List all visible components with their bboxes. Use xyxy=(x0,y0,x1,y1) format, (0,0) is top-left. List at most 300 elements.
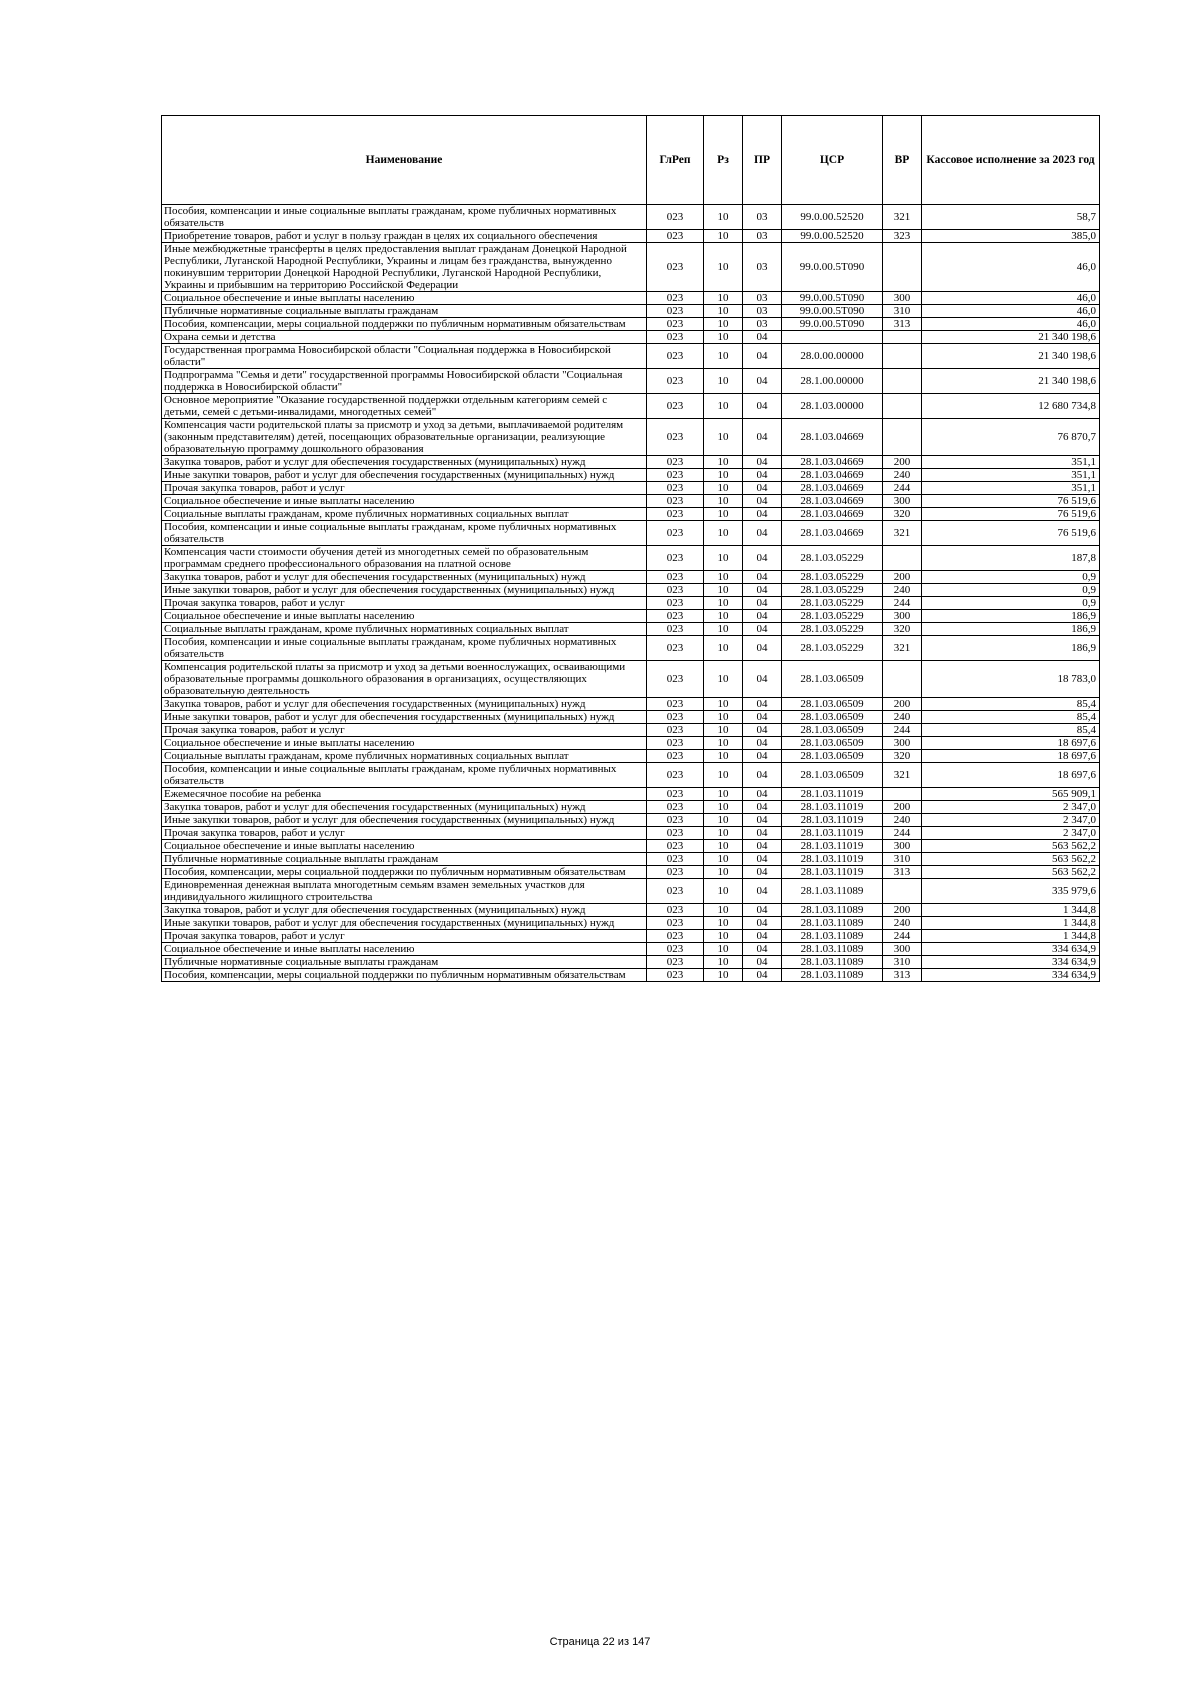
cell-sum: 12 680 734,8 xyxy=(922,394,1100,419)
cell-pr: 04 xyxy=(743,943,782,956)
cell-vr xyxy=(883,546,922,571)
table-row xyxy=(162,840,1100,853)
cell-rz: 10 xyxy=(704,956,743,969)
cell-glrep: 023 xyxy=(647,840,704,853)
table-row xyxy=(162,853,1100,866)
cell-rz: 10 xyxy=(704,879,743,904)
cell-pr: 04 xyxy=(743,456,782,469)
cell-vr xyxy=(883,879,922,904)
cell-rz: 10 xyxy=(704,597,743,610)
table-row xyxy=(162,698,1100,711)
cell-pr: 04 xyxy=(743,930,782,943)
cell-pr: 04 xyxy=(743,763,782,788)
cell-vr: 244 xyxy=(883,930,922,943)
cell-csr: 28.1.03.06509 xyxy=(782,750,883,763)
cell-csr: 28.1.03.04669 xyxy=(782,482,883,495)
cell-pr: 04 xyxy=(743,495,782,508)
cell-pr: 04 xyxy=(743,801,782,814)
cell-rz: 10 xyxy=(704,969,743,982)
cell-csr: 28.1.03.06509 xyxy=(782,711,883,724)
header-sum: Кассовое исполнение за 2023 год xyxy=(922,116,1100,205)
cell-csr: 28.1.00.00000 xyxy=(782,369,883,394)
cell-pr: 03 xyxy=(743,205,782,230)
cell-rz: 10 xyxy=(704,369,743,394)
cell-glrep: 023 xyxy=(647,305,704,318)
cell-glrep: 023 xyxy=(647,546,704,571)
cell-sum: 351,1 xyxy=(922,456,1100,469)
cell-name: Государственная программа Новосибирской области "Социальная поддержка в Новосибирской области" xyxy=(162,344,647,369)
cell-pr: 03 xyxy=(743,243,782,292)
header-vr: ВР xyxy=(883,116,922,205)
cell-vr: 244 xyxy=(883,482,922,495)
footer-page-label: Страница xyxy=(549,1636,600,1648)
cell-csr: 99.0.00.5Т090 xyxy=(782,292,883,305)
cell-pr: 04 xyxy=(743,840,782,853)
cell-pr: 04 xyxy=(743,661,782,698)
table-row xyxy=(162,469,1100,482)
cell-rz: 10 xyxy=(704,930,743,943)
cell-sum: 334 634,9 xyxy=(922,969,1100,982)
cell-sum: 18 697,6 xyxy=(922,763,1100,788)
cell-pr: 04 xyxy=(743,369,782,394)
cell-glrep: 023 xyxy=(647,763,704,788)
cell-sum: 2 347,0 xyxy=(922,814,1100,827)
cell-vr: 200 xyxy=(883,801,922,814)
cell-pr: 04 xyxy=(743,956,782,969)
cell-glrep: 023 xyxy=(647,711,704,724)
table-row xyxy=(162,879,1100,904)
cell-vr: 240 xyxy=(883,814,922,827)
cell-sum: 85,4 xyxy=(922,698,1100,711)
cell-glrep: 023 xyxy=(647,724,704,737)
cell-rz: 10 xyxy=(704,750,743,763)
table-row xyxy=(162,943,1100,956)
cell-glrep: 023 xyxy=(647,597,704,610)
cell-vr: 300 xyxy=(883,610,922,623)
table-row xyxy=(162,956,1100,969)
cell-csr: 28.1.03.05229 xyxy=(782,546,883,571)
cell-pr: 03 xyxy=(743,318,782,331)
cell-glrep: 023 xyxy=(647,344,704,369)
cell-name: Социальное обеспечение и иные выплаты населению xyxy=(162,840,647,853)
cell-glrep: 023 xyxy=(647,456,704,469)
cell-glrep: 023 xyxy=(647,698,704,711)
cell-vr: 200 xyxy=(883,456,922,469)
header-glrep: ГлРеп xyxy=(647,116,704,205)
table-row xyxy=(162,904,1100,917)
cell-vr: 310 xyxy=(883,305,922,318)
cell-name: Публичные нормативные социальные выплаты гражданам xyxy=(162,305,647,318)
cell-name: Пособия, компенсации и иные социальные выплаты гражданам, кроме публичных нормативных обязательств xyxy=(162,205,647,230)
cell-sum: 18 697,6 xyxy=(922,737,1100,750)
table-row xyxy=(162,711,1100,724)
cell-glrep: 023 xyxy=(647,508,704,521)
cell-glrep: 023 xyxy=(647,750,704,763)
cell-csr: 28.1.03.06509 xyxy=(782,724,883,737)
cell-sum: 351,1 xyxy=(922,469,1100,482)
cell-glrep: 023 xyxy=(647,866,704,879)
cell-name: Пособия, компенсации и иные социальные выплаты гражданам, кроме публичных нормативных обязательств xyxy=(162,636,647,661)
cell-pr: 04 xyxy=(743,814,782,827)
cell-sum: 85,4 xyxy=(922,711,1100,724)
cell-name: Социальное обеспечение и иные выплаты населению xyxy=(162,610,647,623)
cell-csr: 28.1.03.04669 xyxy=(782,508,883,521)
cell-rz: 10 xyxy=(704,394,743,419)
cell-rz: 10 xyxy=(704,636,743,661)
table-row xyxy=(162,814,1100,827)
cell-rz: 10 xyxy=(704,344,743,369)
cell-csr: 28.1.03.06509 xyxy=(782,698,883,711)
cell-glrep: 023 xyxy=(647,801,704,814)
header-pr: ПР xyxy=(743,116,782,205)
cell-glrep: 023 xyxy=(647,814,704,827)
cell-vr: 310 xyxy=(883,853,922,866)
header-row xyxy=(162,116,1100,205)
cell-csr: 28.1.03.06509 xyxy=(782,661,883,698)
cell-vr: 300 xyxy=(883,292,922,305)
table-row xyxy=(162,456,1100,469)
cell-name: Иные закупки товаров, работ и услуг для обеспечения государственных (муниципальных) нужд xyxy=(162,711,647,724)
cell-glrep: 023 xyxy=(647,827,704,840)
cell-csr: 28.1.03.06509 xyxy=(782,763,883,788)
cell-csr: 28.1.03.04669 xyxy=(782,521,883,546)
cell-vr xyxy=(883,394,922,419)
cell-csr: 28.1.03.04669 xyxy=(782,495,883,508)
cell-pr: 04 xyxy=(743,698,782,711)
cell-sum: 46,0 xyxy=(922,292,1100,305)
cell-sum: 563 562,2 xyxy=(922,866,1100,879)
table-row xyxy=(162,521,1100,546)
footer-of-label: из xyxy=(617,1636,629,1648)
table-row xyxy=(162,930,1100,943)
cell-vr xyxy=(883,243,922,292)
cell-sum: 186,9 xyxy=(922,623,1100,636)
cell-rz: 10 xyxy=(704,469,743,482)
cell-sum: 334 634,9 xyxy=(922,956,1100,969)
table-row xyxy=(162,610,1100,623)
cell-pr: 04 xyxy=(743,866,782,879)
cell-vr: 321 xyxy=(883,763,922,788)
cell-name: Компенсация части стоимости обучения детей из многодетных семей по образовательным программам среднего профессионального образования на платной основе xyxy=(162,546,647,571)
cell-rz: 10 xyxy=(704,230,743,243)
cell-name: Компенсация родительской платы за присмотр и уход за детьми военнослужащих, осваивающими образовательные программы дошкольного образования в организациях, осуществляющих образовательную деятельность xyxy=(162,661,647,698)
cell-pr: 03 xyxy=(743,305,782,318)
cell-sum: 563 562,2 xyxy=(922,853,1100,866)
cell-rz: 10 xyxy=(704,801,743,814)
cell-csr: 28.1.03.06509 xyxy=(782,737,883,750)
cell-rz: 10 xyxy=(704,661,743,698)
cell-csr: 99.0.00.52520 xyxy=(782,205,883,230)
cell-pr: 04 xyxy=(743,711,782,724)
cell-name: Социальное обеспечение и иные выплаты населению xyxy=(162,737,647,750)
cell-name: Социальное обеспечение и иные выплаты населению xyxy=(162,292,647,305)
cell-sum: 186,9 xyxy=(922,636,1100,661)
cell-name: Публичные нормативные социальные выплаты гражданам xyxy=(162,853,647,866)
cell-glrep: 023 xyxy=(647,904,704,917)
table-row xyxy=(162,508,1100,521)
cell-name: Прочая закупка товаров, работ и услуг xyxy=(162,724,647,737)
cell-rz: 10 xyxy=(704,711,743,724)
cell-glrep: 023 xyxy=(647,879,704,904)
footer-page-number: 22 xyxy=(602,1636,615,1648)
cell-sum: 351,1 xyxy=(922,482,1100,495)
cell-csr: 28.1.03.05229 xyxy=(782,571,883,584)
cell-pr: 04 xyxy=(743,584,782,597)
cell-name: Социальные выплаты гражданам, кроме публичных нормативных социальных выплат xyxy=(162,750,647,763)
cell-pr: 04 xyxy=(743,508,782,521)
cell-pr: 04 xyxy=(743,331,782,344)
cell-sum: 0,9 xyxy=(922,584,1100,597)
cell-sum: 76 519,6 xyxy=(922,495,1100,508)
cell-name: Иные закупки товаров, работ и услуг для обеспечения государственных (муниципальных) нужд xyxy=(162,584,647,597)
table-row xyxy=(162,369,1100,394)
cell-rz: 10 xyxy=(704,763,743,788)
cell-rz: 10 xyxy=(704,419,743,456)
cell-rz: 10 xyxy=(704,243,743,292)
cell-sum: 76 519,6 xyxy=(922,521,1100,546)
cell-rz: 10 xyxy=(704,205,743,230)
cell-vr: 310 xyxy=(883,956,922,969)
cell-glrep: 023 xyxy=(647,205,704,230)
cell-pr: 03 xyxy=(743,292,782,305)
cell-pr: 04 xyxy=(743,623,782,636)
table-row xyxy=(162,571,1100,584)
cell-sum: 2 347,0 xyxy=(922,827,1100,840)
cell-glrep: 023 xyxy=(647,243,704,292)
cell-csr: 99.0.00.52520 xyxy=(782,230,883,243)
cell-glrep: 023 xyxy=(647,943,704,956)
cell-pr: 04 xyxy=(743,827,782,840)
cell-name: Пособия, компенсации и иные социальные выплаты гражданам, кроме публичных нормативных обязательств xyxy=(162,763,647,788)
cell-name: Закупка товаров, работ и услуг для обеспечения государственных (муниципальных) нужд xyxy=(162,698,647,711)
cell-glrep: 023 xyxy=(647,610,704,623)
cell-csr: 28.1.03.11019 xyxy=(782,840,883,853)
cell-pr: 04 xyxy=(743,788,782,801)
cell-csr: 28.1.03.11019 xyxy=(782,788,883,801)
cell-csr xyxy=(782,331,883,344)
cell-vr xyxy=(883,344,922,369)
cell-name: Приобретение товаров, работ и услуг в пользу граждан в целях их социального обеспечения xyxy=(162,230,647,243)
cell-rz: 10 xyxy=(704,623,743,636)
cell-glrep: 023 xyxy=(647,369,704,394)
cell-name: Социальные выплаты гражданам, кроме публичных нормативных социальных выплат xyxy=(162,623,647,636)
table-row xyxy=(162,597,1100,610)
cell-vr: 300 xyxy=(883,737,922,750)
cell-vr: 300 xyxy=(883,495,922,508)
cell-pr: 04 xyxy=(743,482,782,495)
cell-name: Пособия, компенсации и иные социальные выплаты гражданам, кроме публичных нормативных обязательств xyxy=(162,521,647,546)
cell-name: Основное мероприятие "Оказание государственной поддержки отдельным категориям семей с детьми, семей с детьми-инвалидами, многодетных семей" xyxy=(162,394,647,419)
table-row xyxy=(162,661,1100,698)
cell-sum: 76 519,6 xyxy=(922,508,1100,521)
cell-csr: 28.1.03.11089 xyxy=(782,904,883,917)
cell-name: Иные закупки товаров, работ и услуг для обеспечения государственных (муниципальных) нужд xyxy=(162,917,647,930)
cell-csr: 28.0.00.00000 xyxy=(782,344,883,369)
cell-rz: 10 xyxy=(704,840,743,853)
cell-csr: 28.1.03.11089 xyxy=(782,969,883,982)
cell-csr: 99.0.00.5Т090 xyxy=(782,305,883,318)
cell-csr: 28.1.03.11019 xyxy=(782,853,883,866)
cell-name: Иные закупки товаров, работ и услуг для обеспечения государственных (муниципальных) нужд xyxy=(162,469,647,482)
table-row xyxy=(162,636,1100,661)
cell-name: Закупка товаров, работ и услуг для обеспечения государственных (муниципальных) нужд xyxy=(162,801,647,814)
table-row xyxy=(162,623,1100,636)
cell-rz: 10 xyxy=(704,495,743,508)
cell-csr: 28.1.03.11019 xyxy=(782,814,883,827)
cell-pr: 04 xyxy=(743,724,782,737)
cell-name: Пособия, компенсации, меры социальной поддержки по публичным нормативным обязательствам xyxy=(162,866,647,879)
cell-glrep: 023 xyxy=(647,394,704,419)
cell-csr: 28.1.03.11019 xyxy=(782,801,883,814)
cell-vr: 323 xyxy=(883,230,922,243)
cell-csr: 28.1.03.05229 xyxy=(782,597,883,610)
budget-table xyxy=(161,115,1100,982)
table-row xyxy=(162,827,1100,840)
cell-csr: 28.1.03.11089 xyxy=(782,917,883,930)
cell-pr: 04 xyxy=(743,610,782,623)
cell-pr: 04 xyxy=(743,750,782,763)
cell-pr: 04 xyxy=(743,419,782,456)
cell-name: Социальное обеспечение и иные выплаты населению xyxy=(162,943,647,956)
cell-rz: 10 xyxy=(704,610,743,623)
cell-vr xyxy=(883,331,922,344)
cell-pr: 04 xyxy=(743,879,782,904)
cell-vr: 244 xyxy=(883,724,922,737)
table-row xyxy=(162,866,1100,879)
cell-vr: 321 xyxy=(883,205,922,230)
cell-csr: 28.1.03.05229 xyxy=(782,584,883,597)
cell-rz: 10 xyxy=(704,866,743,879)
table-row xyxy=(162,737,1100,750)
table-row xyxy=(162,318,1100,331)
cell-glrep: 023 xyxy=(647,230,704,243)
cell-vr: 240 xyxy=(883,469,922,482)
cell-sum: 335 979,6 xyxy=(922,879,1100,904)
cell-vr xyxy=(883,419,922,456)
cell-rz: 10 xyxy=(704,814,743,827)
cell-rz: 10 xyxy=(704,456,743,469)
cell-glrep: 023 xyxy=(647,571,704,584)
cell-glrep: 023 xyxy=(647,661,704,698)
footer-total-pages: 147 xyxy=(632,1636,651,1648)
cell-glrep: 023 xyxy=(647,737,704,750)
cell-glrep: 023 xyxy=(647,788,704,801)
table-body xyxy=(162,205,1100,982)
cell-name: Пособия, компенсации, меры социальной поддержки по публичным нормативным обязательствам xyxy=(162,318,647,331)
cell-sum: 46,0 xyxy=(922,243,1100,292)
cell-vr: 240 xyxy=(883,584,922,597)
cell-csr: 28.1.03.11019 xyxy=(782,827,883,840)
cell-sum: 21 340 198,6 xyxy=(922,344,1100,369)
cell-name: Иные межбюджетные трансферты в целях предоставления выплат гражданам Донецкой Народной Республики, Луганской Народной Республики, Украины и лицам без гражданства, вынужденно покинувшим территории Донецкой Народной Республики, Луганской Народной Республики, Украины и прибывшим на территорию Российской Федерации xyxy=(162,243,647,292)
cell-name: Подпрограмма "Семья и дети" государственной программы Новосибирской области "Социальная поддержка в Новосибирской области" xyxy=(162,369,647,394)
cell-sum: 565 909,1 xyxy=(922,788,1100,801)
cell-pr: 04 xyxy=(743,853,782,866)
cell-vr: 300 xyxy=(883,840,922,853)
cell-csr: 28.1.03.04669 xyxy=(782,419,883,456)
table-row xyxy=(162,482,1100,495)
cell-csr: 28.1.03.11089 xyxy=(782,930,883,943)
cell-vr: 200 xyxy=(883,904,922,917)
header-rz: Рз xyxy=(704,116,743,205)
cell-csr: 28.1.03.11089 xyxy=(782,879,883,904)
cell-name: Социальные выплаты гражданам, кроме публичных нормативных социальных выплат xyxy=(162,508,647,521)
cell-name: Иные закупки товаров, работ и услуг для обеспечения государственных (муниципальных) нужд xyxy=(162,814,647,827)
table-row xyxy=(162,419,1100,456)
cell-pr: 04 xyxy=(743,394,782,419)
cell-vr: 321 xyxy=(883,636,922,661)
cell-pr: 04 xyxy=(743,904,782,917)
cell-vr: 300 xyxy=(883,943,922,956)
table-row xyxy=(162,243,1100,292)
cell-sum: 85,4 xyxy=(922,724,1100,737)
cell-sum: 46,0 xyxy=(922,318,1100,331)
cell-pr: 04 xyxy=(743,969,782,982)
cell-vr: 240 xyxy=(883,711,922,724)
cell-vr xyxy=(883,369,922,394)
cell-rz: 10 xyxy=(704,698,743,711)
cell-glrep: 023 xyxy=(647,930,704,943)
cell-vr: 320 xyxy=(883,508,922,521)
page-footer xyxy=(0,1636,1200,1648)
cell-name: Прочая закупка товаров, работ и услуг xyxy=(162,930,647,943)
cell-sum: 18 697,6 xyxy=(922,750,1100,763)
cell-pr: 04 xyxy=(743,917,782,930)
cell-glrep: 023 xyxy=(647,956,704,969)
cell-sum: 1 344,8 xyxy=(922,904,1100,917)
cell-name: Публичные нормативные социальные выплаты гражданам xyxy=(162,956,647,969)
cell-rz: 10 xyxy=(704,737,743,750)
cell-glrep: 023 xyxy=(647,469,704,482)
cell-pr: 04 xyxy=(743,571,782,584)
cell-name: Пособия, компенсации, меры социальной поддержки по публичным нормативным обязательствам xyxy=(162,969,647,982)
table-row xyxy=(162,788,1100,801)
table-row xyxy=(162,750,1100,763)
cell-pr: 04 xyxy=(743,469,782,482)
cell-csr: 28.1.03.11019 xyxy=(782,866,883,879)
cell-name: Охрана семьи и детства xyxy=(162,331,647,344)
cell-name: Прочая закупка товаров, работ и услуг xyxy=(162,597,647,610)
cell-vr: 313 xyxy=(883,866,922,879)
table-row xyxy=(162,331,1100,344)
cell-sum: 18 783,0 xyxy=(922,661,1100,698)
cell-pr: 04 xyxy=(743,737,782,750)
cell-sum: 187,8 xyxy=(922,546,1100,571)
cell-sum: 1 344,8 xyxy=(922,930,1100,943)
cell-pr: 04 xyxy=(743,636,782,661)
cell-csr: 28.1.03.05229 xyxy=(782,610,883,623)
cell-rz: 10 xyxy=(704,482,743,495)
cell-rz: 10 xyxy=(704,331,743,344)
header-name: Наименование xyxy=(162,116,647,205)
cell-csr: 28.1.03.00000 xyxy=(782,394,883,419)
cell-rz: 10 xyxy=(704,943,743,956)
cell-sum: 385,0 xyxy=(922,230,1100,243)
cell-glrep: 023 xyxy=(647,917,704,930)
cell-rz: 10 xyxy=(704,853,743,866)
cell-csr: 28.1.03.11089 xyxy=(782,956,883,969)
cell-glrep: 023 xyxy=(647,318,704,331)
cell-pr: 04 xyxy=(743,546,782,571)
cell-glrep: 023 xyxy=(647,969,704,982)
cell-pr: 04 xyxy=(743,344,782,369)
table-row xyxy=(162,546,1100,571)
cell-rz: 10 xyxy=(704,546,743,571)
table-row xyxy=(162,763,1100,788)
cell-vr: 200 xyxy=(883,571,922,584)
cell-rz: 10 xyxy=(704,584,743,597)
cell-sum: 21 340 198,6 xyxy=(922,331,1100,344)
